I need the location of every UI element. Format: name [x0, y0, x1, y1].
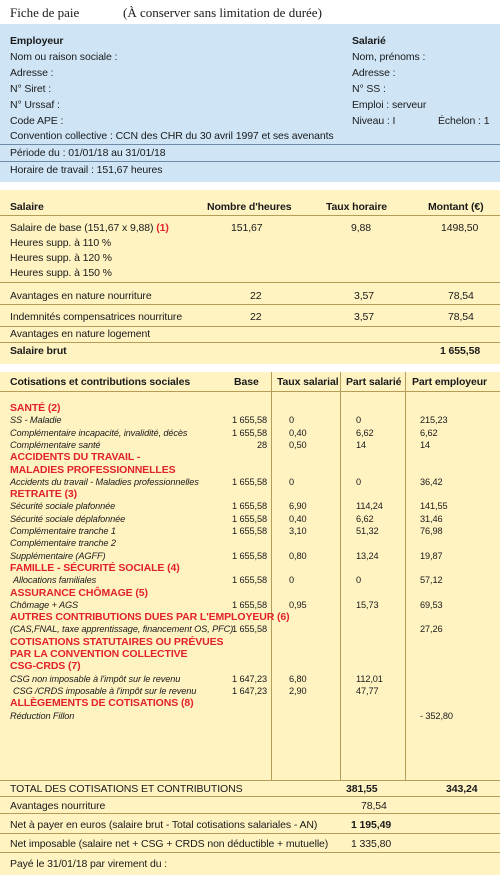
convention: Convention collective : CCN des CHR du 30 avril 1997 et ses avenants [10, 130, 334, 142]
section-heading: ALLÈGEMENTS DE COTISATIONS (8) [10, 697, 194, 710]
food-comp-hours: 22 [250, 311, 262, 323]
row-label: Complémentaire incapacité, invalidité, décès [10, 427, 188, 438]
row-employer-share: 215,23 [420, 415, 448, 426]
row-label: Complémentaire tranche 1 [10, 526, 116, 536]
food-comp-rate: 3,57 [354, 311, 375, 323]
food-benefit-footer-value: 78,54 [361, 800, 387, 812]
row-base: 1 655,58 [232, 476, 267, 487]
divider [0, 796, 500, 797]
food-benefit-amount: 78,54 [448, 290, 474, 302]
row-label: Complémentaire santé [10, 439, 101, 450]
row-employer-share: 36,42 [420, 476, 443, 487]
row-base: 1 655,58 [232, 501, 267, 512]
row-base: 1 655,58 [232, 415, 267, 426]
row-employer-share: 27,26 [420, 624, 443, 635]
food-comp-label: Indemnités compensatrices nourriture [10, 311, 183, 323]
section-heading: SANTÉ (2) [10, 402, 61, 414]
payslip-subtitle: (À conserver sans limitation de durée) [123, 5, 322, 20]
row-employee-share: 114,24 [356, 501, 383, 512]
row-base: 1 655,58 [232, 599, 267, 610]
divider [0, 833, 500, 834]
row-employee-share: 0 [356, 415, 362, 426]
divider [0, 852, 500, 853]
base-salary-amount: 1498,50 [441, 222, 479, 234]
column-divider [340, 372, 341, 780]
row-base: 28 [256, 439, 267, 450]
divider [0, 161, 500, 162]
row-label: Réduction Fillon [10, 710, 75, 721]
row-employee-share: 0 [356, 476, 362, 487]
total-employer: 343,24 [446, 783, 478, 795]
column-divider [405, 372, 406, 780]
divider [0, 144, 500, 145]
section-heading: ASSURANCE CHÔMAGE (5) [10, 586, 148, 599]
payslip-title: Fiche de paie [10, 5, 80, 20]
row-label: (CAS,FNAL, taxe apprentissage, financement OS, PFC) [10, 624, 234, 635]
employer-share-heading: Part employeur [412, 376, 488, 388]
employer-urssaf: N° Urssaf : [10, 99, 60, 111]
food-benefit-rate: 3,57 [354, 290, 375, 302]
base-salary-rate: 9,88 [351, 222, 372, 234]
divider [0, 391, 500, 392]
divider [0, 326, 500, 327]
row-label: Allocations familiales [13, 575, 97, 586]
row-employee-share: 47,77 [356, 685, 379, 696]
row-employee-share: 14 [356, 439, 367, 450]
row-rate: 0 [289, 575, 295, 586]
employer-siret: N° Siret : [10, 83, 52, 95]
row-rate: 0,80 [289, 550, 307, 561]
total-employee: 381,55 [346, 783, 378, 795]
overtime-120: Heures supp. à 120 % [10, 252, 112, 264]
amount-heading: Montant (€) [428, 201, 484, 213]
contrib-heading: Cotisations et contributions sociales [10, 376, 191, 388]
row-employer-share: 69,53 [420, 599, 443, 610]
row-base: 1 647,23 [232, 673, 267, 684]
gross-salary-label: Salaire brut [10, 345, 67, 357]
taxable-net-value: 1 335,80 [351, 838, 392, 850]
row-employee-share: 6,62 [356, 513, 374, 524]
row-base: 1 655,58 [232, 575, 267, 586]
contributions-block [0, 372, 500, 875]
section-heading: COTISATIONS STATUTAIRES OU PRÉVUES [10, 635, 224, 648]
work-hours: Horaire de travail : 151,67 heures [10, 164, 163, 176]
salary-block [0, 190, 500, 364]
employee-echelon: Échelon : 1 [438, 115, 490, 127]
row-employee-share: 13,24 [356, 550, 379, 561]
row-employer-share: 19,87 [420, 550, 443, 561]
row-label: Sécurité sociale déplafonnée [10, 513, 126, 524]
row-rate: 0,95 [289, 599, 307, 610]
row-rate: 0 [289, 476, 295, 487]
row-employee-share: 51,32 [356, 526, 379, 536]
food-comp-amount: 78,54 [448, 311, 474, 323]
row-rate: 3,10 [289, 526, 307, 536]
employee-ss: N° SS : [352, 83, 386, 95]
row-rate: 0,40 [289, 513, 307, 524]
employee-rate-heading: Taux salarial [277, 376, 339, 388]
pay-period: Période du : 01/01/18 au 31/01/18 [10, 147, 166, 159]
overtime-110: Heures supp. à 110 % [10, 237, 112, 249]
row-employer-share: 141,55 [420, 501, 448, 512]
base-heading: Base [234, 376, 259, 388]
divider [0, 813, 500, 814]
row-label: Supplémentaire (AGFF) [10, 550, 106, 561]
total-label: TOTAL DES COTISATIONS ET CONTRIBUTIONS [10, 783, 243, 795]
employer-address: Adresse : [10, 67, 54, 79]
section-heading: RETRAITE (3) [10, 488, 78, 501]
row-rate: 0,50 [289, 439, 307, 450]
divider [0, 215, 500, 216]
payslip-header [0, 0, 500, 24]
row-employee-share: 6,62 [356, 427, 374, 438]
row-employer-share: 14 [420, 439, 431, 450]
section-heading: MALADIES PROFESSIONNELLES [10, 463, 176, 476]
row-label: SS - Maladie [10, 415, 62, 426]
row-employer-share: 76,98 [420, 526, 443, 536]
base-salary-hours: 151,67 [231, 222, 263, 234]
column-divider [271, 372, 272, 780]
row-employer-share: 31,46 [420, 513, 443, 524]
hours-heading: Nombre d'heures [207, 201, 292, 213]
section-heading: AUTRES CONTRIBUTIONS DUES PAR L'EMPLOYEUR (6) [10, 611, 290, 624]
row-employer-share: - 352,80 [420, 710, 453, 721]
row-label: Sécurité sociale plafonnée [10, 501, 116, 512]
section-heading: ACCIDENTS DU TRAVAIL - [10, 451, 141, 464]
employer-heading: Employeur [10, 35, 64, 47]
row-label: CSG non imposable à l'impôt sur le revenu [10, 673, 181, 684]
employee-address: Adresse : [352, 67, 396, 79]
row-base: 1 647,23 [232, 685, 267, 696]
section-heading: PAR LA CONVENTION COLLECTIVE [10, 648, 188, 660]
employee-name: Nom, prénoms : [352, 51, 426, 63]
row-base: 1 655,58 [232, 550, 267, 561]
row-rate: 6,80 [289, 673, 307, 684]
row-base: 1 655,58 [232, 624, 267, 635]
employee-level: Niveau : I [352, 115, 396, 127]
employee-share-heading: Part salarié [346, 376, 402, 388]
row-rate: 6,90 [289, 501, 307, 512]
employee-heading: Salarié [352, 35, 386, 47]
gross-salary-amount: 1 655,58 [440, 345, 481, 357]
divider [0, 304, 500, 305]
row-rate: 0,40 [289, 427, 307, 438]
row-rate: 2,90 [289, 685, 307, 696]
row-employer-share: 6,62 [420, 427, 438, 438]
food-benefit-label: Avantages en nature nourriture [10, 290, 152, 302]
payment-date: Payé le 31/01/18 par virement du : [10, 858, 168, 870]
employer-ape: Code APE : [10, 115, 64, 127]
overtime-150: Heures supp. à 150 % [10, 267, 112, 279]
row-employee-share: 0 [356, 575, 362, 586]
net-pay-value: 1 195,49 [351, 819, 392, 831]
base-salary-label: Salaire de base (151,67 x 9,88) (1) [10, 222, 169, 234]
net-pay-label: Net à payer en euros (salaire brut - Total cotisations salariales - AN) [10, 819, 318, 831]
salary-heading: Salaire [10, 201, 44, 213]
taxable-net-label: Net imposable (salaire net + CSG + CRDS non déductible + mutuelle) [10, 838, 329, 850]
row-base: 1 655,58 [232, 427, 267, 438]
employer-name: Nom ou raison sociale : [10, 51, 118, 63]
row-employee-share: 15,73 [356, 599, 379, 610]
row-base: 1 655,58 [232, 526, 267, 536]
row-base: 1 655,58 [232, 513, 267, 524]
divider [0, 780, 500, 781]
divider [0, 282, 500, 283]
row-label: Accidents du travail - Maladies professionnelles [10, 476, 199, 487]
food-benefit-hours: 22 [250, 290, 262, 302]
food-benefit-footer-label: Avantages nourriture [10, 800, 106, 812]
row-employer-share: 57,12 [420, 575, 443, 586]
housing-benefit-label: Avantages en nature logement [10, 328, 151, 340]
rate-heading: Taux horaire [326, 201, 388, 213]
employee-job: Emploi : serveur [352, 99, 427, 111]
row-employee-share: 112,01 [356, 673, 383, 684]
section-heading: FAMILLE - SÉCURITÉ SOCIALE (4) [10, 561, 180, 574]
divider [0, 342, 500, 343]
row-rate: 0 [289, 415, 295, 426]
row-label: Complémentaire tranche 2 [10, 538, 116, 549]
identity-block [0, 24, 500, 182]
row-label: CSG /CRDS imposable à l'impôt sur le revenu [13, 685, 197, 696]
section-heading: CSG-CRDS (7) [10, 660, 81, 673]
row-label: Chômage + AGS [10, 599, 79, 610]
